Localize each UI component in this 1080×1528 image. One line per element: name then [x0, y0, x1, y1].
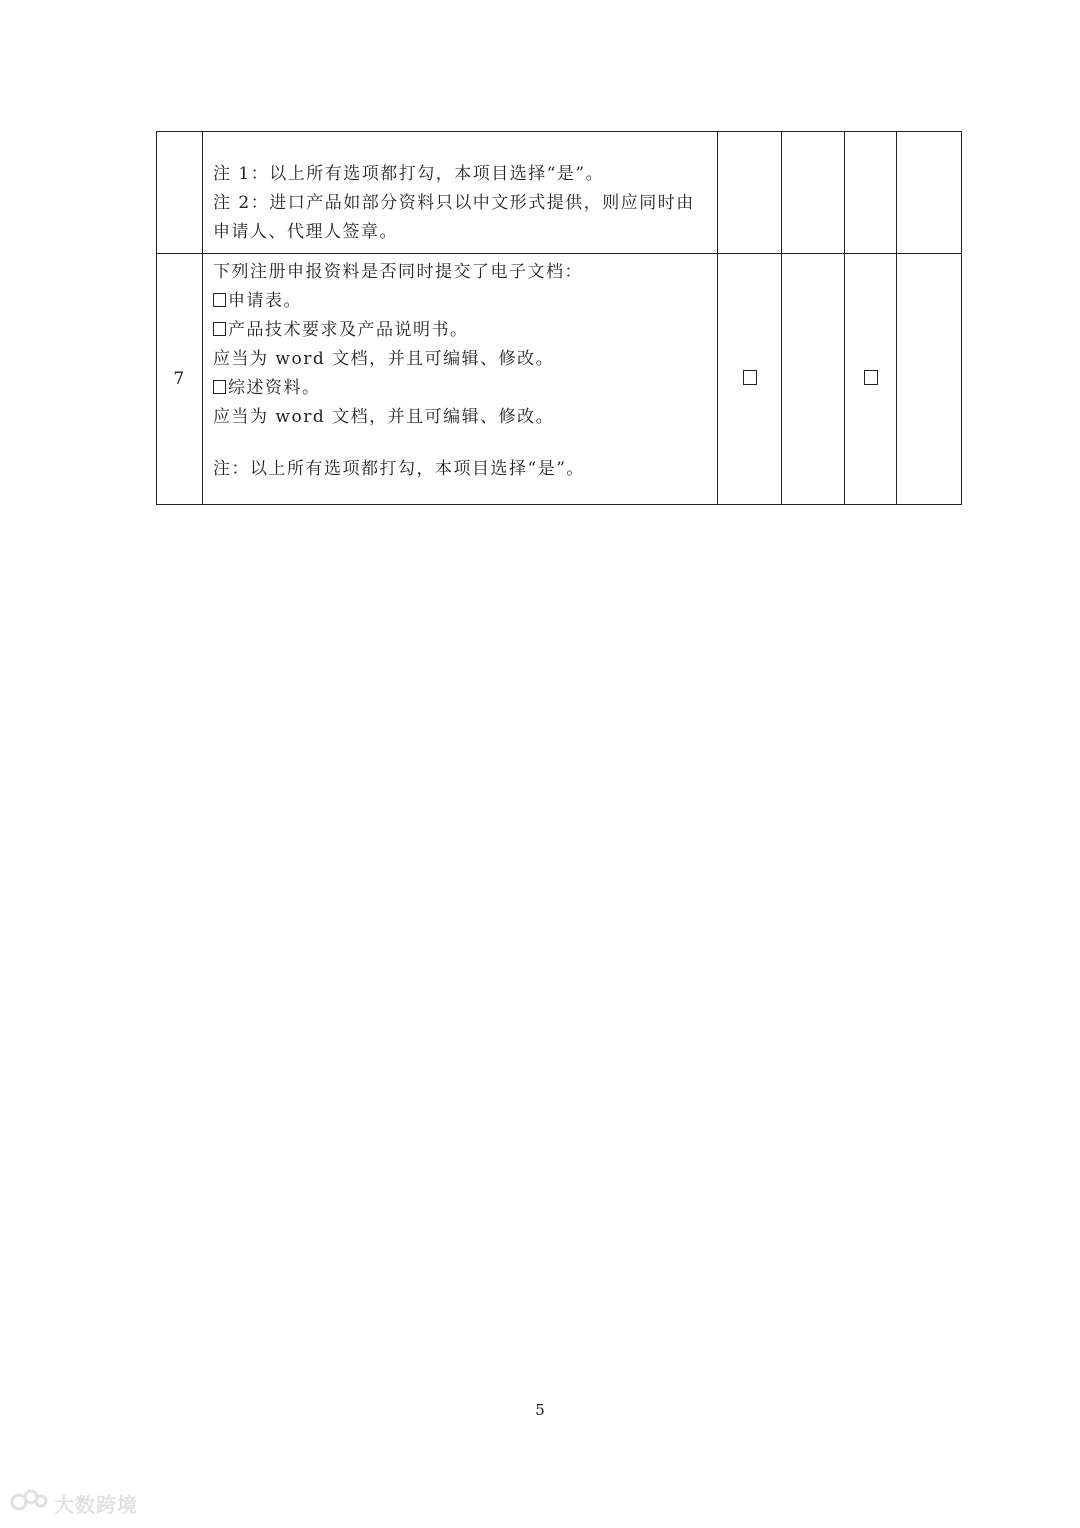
remark-cell [897, 132, 962, 254]
table-row [157, 254, 962, 505]
option-application-form [213, 287, 709, 316]
option-label: 申请表。 [228, 291, 302, 311]
question-line: 下列注册申报资料是否同时提交了电子文档： [213, 262, 583, 282]
check-cell-yes [718, 254, 782, 505]
option-technical-requirements [213, 316, 709, 345]
checkbox[interactable] [213, 293, 226, 307]
row-content [203, 254, 718, 505]
remark-cell [897, 254, 962, 505]
option-label: 产品技术要求及产品说明书。 [228, 320, 469, 340]
option-label: 综述资料。 [228, 378, 321, 398]
requirement-line: 应当为 word 文档，并且可编辑、修改。 [213, 407, 555, 427]
checkbox[interactable] [213, 322, 226, 336]
option-summary-materials [213, 374, 709, 403]
watermark-text: 大数跨境 [54, 1492, 138, 1517]
checkbox-yes[interactable] [743, 370, 757, 385]
spacer [213, 432, 709, 455]
note-line: 注：以上所有选项都打勾，本项目选择“是”。 [213, 459, 585, 479]
check-cell-no [782, 254, 845, 505]
check-cell-yes [718, 132, 782, 254]
logo-icon [10, 1488, 48, 1518]
note-line: 申请人、代理人签章。 [213, 222, 398, 242]
row-number [157, 132, 203, 254]
note-line: 注 2：进口产品如部分资料只以中文形式提供，则应同时由 [213, 193, 695, 213]
row-number: 7 [157, 254, 203, 505]
page-number: 5 [535, 1401, 545, 1419]
note-line: 注 1：以上所有选项都打勾，本项目选择“是”。 [213, 164, 605, 184]
check-cell-no [782, 132, 845, 254]
check-cell-na [845, 132, 897, 254]
requirement-line: 应当为 word 文档，并且可编辑、修改。 [213, 349, 555, 369]
table-row [157, 132, 962, 254]
checkbox[interactable] [213, 380, 226, 394]
checkbox-na[interactable] [864, 370, 878, 385]
watermark [10, 1488, 138, 1518]
review-checklist-table [156, 131, 962, 505]
check-cell-na [845, 254, 897, 505]
row-content [203, 132, 718, 254]
